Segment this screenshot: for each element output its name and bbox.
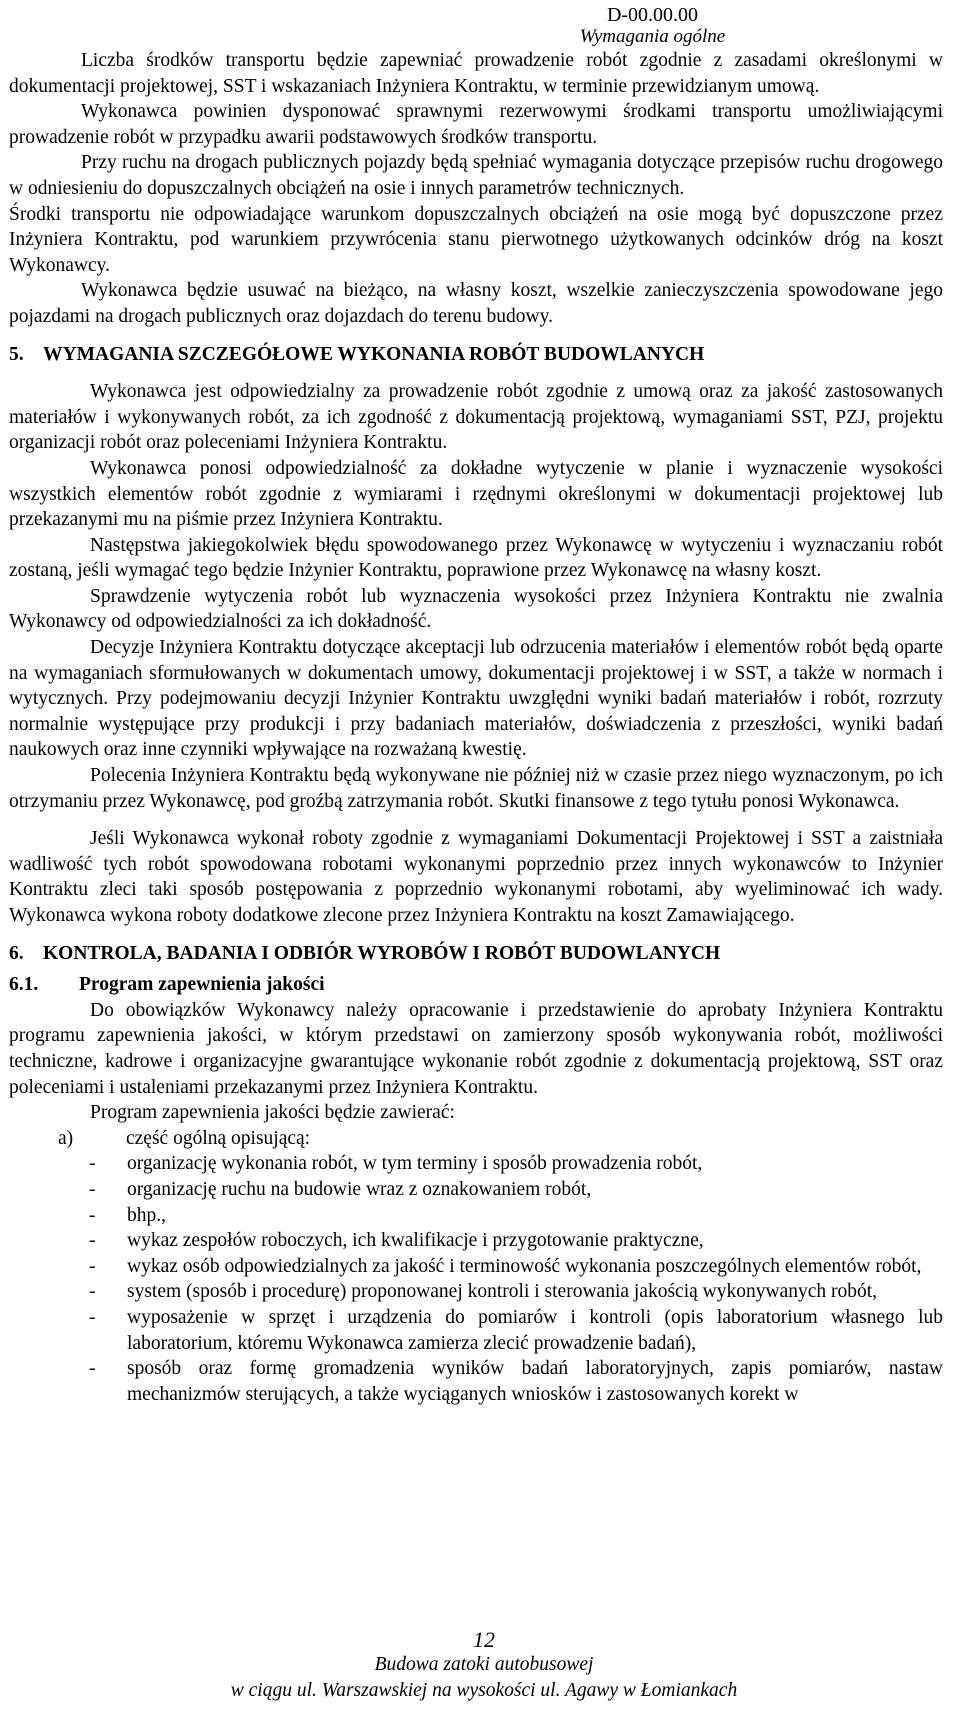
paragraph: Przy ruchu na drogach publicznych pojazdy będą spełniać wymagania dotyczące przepisów ruchu drogowego w odniesieniu do dopuszczalnych obciążeń na osie i innych parametrów technicznych. xyxy=(9,152,943,199)
subsection-number: 6.1. xyxy=(9,974,39,996)
paragraph: Jeśli Wykonawca wykonał roboty zgodnie z wymaganiami Dokumentacji Projektowej i SST a zaistniała wadliwość tych robót spowodowana robotami wykonanymi poprzednio przez innych wykonawców to Inżynier Kontraktu zleci taki sposób postępowania z poprzednio wykonanymi robotami, aby wyeliminować ich wady. Wykonawca wykona roboty dodatkowe zlecone przez Inżyniera Kontraktu na koszt Zamawiającego. xyxy=(9,828,943,926)
list-item xyxy=(9,1279,943,1305)
dash-bullet: - xyxy=(89,1281,96,1303)
section-title: WYMAGANIA SZCZEGÓŁOWE WYKONANIA ROBÓT BUDOWLANYCH xyxy=(43,343,705,365)
page-header xyxy=(0,4,960,48)
dash-bullet: - xyxy=(89,1204,96,1226)
list-text: wykaz zespołów roboczych, ich kwalifikacje i przygotowanie praktyczne, xyxy=(127,1230,704,1252)
list-item xyxy=(9,1254,943,1280)
paragraph: Wykonawca powinien dysponować sprawnymi rezerwowymi środkami transportu umożliwiającymi prowadzenie robót w przypadku awarii podstawowych środków transportu. xyxy=(9,101,943,148)
paragraph: Środki transportu nie odpowiadające warunkom dopuszczalnych obciążeń na osie mogą być dopuszczone przez Inżyniera Kontraktu, pod warunkiem przywrócenia stanu pierwotnego użytkowanych odcinków dróg na koszt Wykonawcy. xyxy=(9,203,943,276)
list-text: organizację ruchu na budowie wraz z oznakowaniem robót, xyxy=(127,1178,592,1200)
paragraph: Sprawdzenie wytyczenia robót lub wyznaczenia wysokości przez Inżyniera Kontraktu nie zwalnia Wykonawcy od odpowiedzialności za ich dokładność. xyxy=(9,585,943,633)
paragraph: Polecenia Inżyniera Kontraktu będą wykonywane nie później niż w czasie przez niego wyznaczonym, po ich otrzymaniu przez Wykonawcę, pod groźbą zatrzymania robót. Skutki finansowe z tego tytułu ponosi Wykonawca. xyxy=(9,765,943,812)
list-text: wykaz osób odpowiedzialnych za jakość i terminowość wykonania poszczególnych elementów robót, xyxy=(127,1255,922,1277)
section-heading xyxy=(9,342,943,368)
subsection-heading xyxy=(9,972,943,998)
paragraph: Do obowiązków Wykonawcy należy opracowanie i przedstawienie do aprobaty Inżyniera Kontraktu programu zapewnienia jakości, w którym przedstawi on zamierzony sposób wykonywania robót, możliwości techniczne, kadrowe i organizacyjne gwarantujące wykonanie robót zgodnie z dokumentacją projektową, SST oraz poleceniami i ustaleniami przekazanymi przez Inżyniera Kontraktu. xyxy=(9,999,943,1098)
paragraph: Następstwa jakiegokolwiek błędu spowodowanego przez Wykonawcę w wytyczeniu i wyznaczaniu robót zostaną, jeśli wymagać tego będzie Inżynier Kontraktu, poprawione przez Wykonawcę na własny koszt. xyxy=(9,534,943,582)
document-body xyxy=(9,48,943,1407)
list-text: bhp., xyxy=(127,1204,166,1226)
subsection-title: Program zapewnienia jakości xyxy=(79,974,325,996)
section-heading xyxy=(9,941,943,967)
list-item xyxy=(9,1356,943,1407)
list-item xyxy=(9,1228,943,1254)
section-title: KONTROLA, BADANIA I ODBIÓR WYROBÓW I ROBÓT BUDOWLANYCH xyxy=(43,942,721,964)
paragraph: Decyzje Inżyniera Kontraktu dotyczące akceptacji lub odrzucenia materiałów i elementów robót będą oparte na wymaganiach sformułowanych w dokumentach umowy, dokumentacji projektowej i w SST, a także w normach i wytycznych. Przy podejmowaniu decyzji Inżynier Kontraktu uwzględni wyniki badań materiałów i robót, rozrzuty normalnie występujące przy produkcji i przy badaniach materiałów, doświadczenia z przeszłości, wyniki badań naukowych oraz inne czynniki wpływające na rozważaną kwestię. xyxy=(9,637,943,761)
header-subtitle: Wymagania ogólne xyxy=(579,26,726,47)
paragraph: Wykonawca ponosi odpowiedzialność za dokładne wytyczenie w planie i wyznaczenie wysokości wszystkich elementów robót zgodnie z wymiarami i rzędnymi określonymi w dokumentacji projektowej lub przekazanymi mu na piśmie przez Inżyniera Kontraktu. xyxy=(9,457,943,531)
dash-bullet: - xyxy=(89,1178,96,1200)
list-item xyxy=(9,1203,943,1229)
list-item xyxy=(9,1151,943,1177)
list-text: sposób oraz formę gromadzenia wyników badań laboratoryjnych, zapis pomiarów, nastaw mechanizmów sterujących, a także wyciąganych wniosków i zastosowanych korekt w xyxy=(127,1358,943,1405)
dash-bullet: - xyxy=(89,1255,96,1277)
list-item xyxy=(9,1126,943,1152)
list-text: wyposażenie w sprzęt i urządzenia do pomiarów i kontroli (opis laboratorium własnego lub laboratorium, któremu Wykonawca zamierza zlecić prowadzenie badań), xyxy=(127,1306,943,1354)
list-label: a) xyxy=(58,1127,74,1149)
dash-bullet: - xyxy=(89,1153,96,1175)
paragraph: Wykonawca będzie usuwać na bieżąco, na własny koszt, wszelkie zanieczyszczenia spowodowane jego pojazdami na drogach publicznych oraz dojazdach do terenu budowy. xyxy=(9,280,943,327)
paragraph: Program zapewnienia jakości będzie zawierać: xyxy=(90,1102,455,1124)
section-number: 6. xyxy=(9,942,24,964)
dash-bullet: - xyxy=(89,1306,96,1328)
list-item xyxy=(9,1177,943,1203)
footer-line: w ciągu ul. Warszawskiej na wysokości ul. Agawy w Łomiankach xyxy=(230,1680,738,1701)
dash-bullet: - xyxy=(89,1230,96,1252)
header-code: D-00.00.00 xyxy=(606,4,699,26)
list-text: organizację wykonania robót, w tym terminy i sposób prowadzenia robót, xyxy=(127,1153,703,1175)
footer-line: Budowa zatoki autobusowej xyxy=(374,1654,594,1675)
list-text: system (sposób i procedurę) proponowanej kontroli i sterowania jakością wykonywanych robót, xyxy=(127,1281,878,1303)
dash-bullet: - xyxy=(89,1358,96,1380)
paragraph: Wykonawca jest odpowiedzialny za prowadzenie robót zgodnie z umową oraz za jakość zastosowanych materiałów i wykonywanych robót, za ich zgodność z dokumentacją projektową, wymaganiami SST, PZJ, projektu organizacji robót oraz poleceniami Inżyniera Kontraktu. xyxy=(9,381,943,454)
paragraph: Liczba środków transportu będzie zapewniać prowadzenie robót zgodnie z zasadami określonymi w dokumentacji projektowej, SST i wskazaniach Inżyniera Kontraktu, w terminie przewidzianym umową. xyxy=(9,50,943,97)
page-footer xyxy=(0,1628,960,1704)
list-item xyxy=(9,1305,943,1356)
section-number: 5. xyxy=(9,343,24,365)
page-number: 12 xyxy=(473,1627,495,1652)
list-text: część ogólną opisującą: xyxy=(126,1127,311,1149)
